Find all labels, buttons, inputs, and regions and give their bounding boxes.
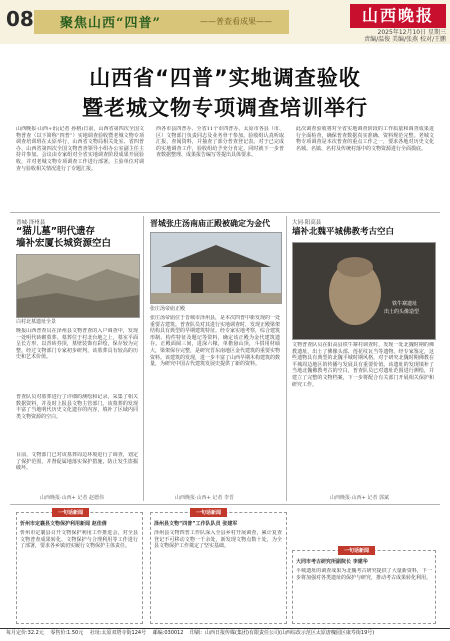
center-story-text: 张庄汤帝庙位于晋城市泽州县，是本次四普中新发现的一处重要古建筑。普查队员对其进行实地调查时，发现正殿梁架结构具有典型的早期建筑特征。经专家实地考察，综合建筑形制、构件特征及题记等资料，确定该正殿为金代建筑遗存。正殿面阔三间，进深六椽，单檐悬山顶，斗拱用材硕大，梁架保存完整，是研究晋东南地区金代建筑的重要实物资料。该建筑的发现，进一步丰富了山西早期木构建筑的数量，为研究中国古代建筑发展史提供了新的资料。 [150, 315, 280, 368]
footer-retail-price: 零售价:1.50元 [50, 630, 84, 636]
page-footer [0, 628, 450, 641]
section-divider [10, 504, 440, 505]
right-story-byline: 山西晚报·山西+ 记者 郭斌 [330, 495, 389, 501]
news-brief-tab-2: 一句话新闻 [190, 508, 227, 517]
column-rule [143, 216, 144, 501]
left-story-headline-2: 墙补宏厦长城资源空白 [16, 238, 112, 249]
issue-date: 2025年12月10日 星期三 [377, 29, 446, 36]
footer-printer: 印刷：山西日报传媒(集团)有限责任公司(山西综改示范区太原唐槐园区康寿街19号) [190, 630, 375, 636]
news-brief-text-1: 忻州市定襄县召开文物保护利用工作推进会，对全县文物普查成果转化、文物保护与合理利用等工作进行了部署，要求各乡镇切实履行文物保护主体责任。 [20, 530, 138, 550]
footer-postcode: 邮编:030012 [152, 630, 184, 636]
right-story-headline: 墙补北魏平城佛教考古空白 [292, 227, 395, 237]
page-number: 08 [6, 7, 34, 31]
right-photo-caption-1: 铁牛寨遗址 [392, 301, 418, 307]
buddha-head-photo [292, 242, 436, 340]
main-article-column-1: 山西晚报·山西+讯(记者 孙榕)日前，山西省第四次全国文物普查（以下简称“四普”）实地调查验收暨老城文物专项调查培训班在太原举行，山西省文物局相关处室、省四普办、山西省第四次全国文物普查领导小组办公室副主任主持并参加。会议由专家组对全省实地调查阶段成果开展验收，并对老城文物专项调查工作进行部署。主验单位对调查与验收相关情况进行了专题汇报。 [16, 126, 144, 172]
left-photo-caption: 白村北墓遗址全景 [16, 319, 57, 325]
left-story-text-2: 普查队员对墓葬进行了详细的测绘和记录，采集了相关数据资料，并及时上报县文物主管部门。该墓葬的发现丰富了当地明代历史文化遗存的内容，填补了区域内同类文物资源的空白。 [16, 394, 138, 420]
news-brief-text-3: 平城遗址的调查成果为北魏考古研究提供了大量新资料，下一步将加强对各类遗址的保护与研究，推动考古成果转化利用。 [296, 568, 432, 581]
issue-editors: 责编/温俊 美编/张燕 校对/王鹏 [364, 36, 446, 43]
left-story-byline: 山西晚报·山西+ 记者 赵德伟 [40, 495, 104, 501]
right-story-kicker: 大同·阳高县 [292, 220, 322, 226]
main-article-column-3: 此次调查验收将对全省实地调查阶段的工作质量和调查成果进行全面检查，确保普查数据真实准确、资料规范完整。老城文物专项调查是本次普查的重点工作之一，要求各地对历史文化名城、名镇、名村及传统村落中的文物资源进行全面摸底。 [296, 126, 434, 152]
section-banner-subtitle: ——普查看成果—— [200, 17, 272, 26]
news-brief-title-3: 大同市考古研究所副院长 李建华 [296, 559, 368, 565]
news-brief-tab-1: 一句话新闻 [52, 508, 89, 517]
footer-address: 社址:太原双塔寺街124号 [89, 630, 147, 636]
right-photo-caption-2: 出土的头像造型 [384, 309, 420, 315]
column-rule [286, 216, 287, 501]
center-story-byline: 山西晚报·山西+ 记者 李晋 [175, 495, 234, 501]
issue-meta [340, 29, 446, 43]
center-story-headline: 晋城张庄汤南庙正殿被确定为金代 [150, 219, 270, 228]
main-article-column-2: 西各市县四普办、全省11个市四普办、太原市各县（市、区）文物部门负责同志及业务骨干参加。验收组认真听取汇报，查阅资料，并抽查了部分普查登记表。对于已完成的实地调查工作，验收组给予充分肯定。同时就下一步普查数据整理、成果报告编写等提出具体要求。 [156, 126, 284, 159]
tomb-site-photo [16, 254, 140, 318]
section-divider [10, 212, 440, 213]
buddha-head-image [293, 243, 435, 339]
left-story-text-3: 目前，文物部门已对该墓葬周边环境进行了调查，划定了保护范围，并督促属地落实保护措施，防止发生盗掘破坏。 [16, 452, 138, 472]
left-story-headline-1: “猫儿墓”明代遗存 [16, 226, 95, 237]
main-headline-line-2: 暨老城文物专项调查培训举行 [82, 96, 368, 120]
tomb-site-image [17, 255, 139, 317]
footer-monthly-price: 每月定价:32.2元 [6, 630, 44, 636]
news-brief-tab-3: 一句话新闻 [338, 546, 375, 555]
news-brief-title-1: 忻州市定襄县文物保护利用新闻 赵佳倩 [20, 521, 107, 527]
main-headline-line-1: 山西省“四普”实地调查验收 [89, 66, 361, 90]
left-story-text-1: 晚报山西普查员在泽州县文物普查的入户调查中，发现一处明代砖砌墓葬。墓葬位于村北台地之上，墓室平面呈长方形，以青砖券顶，墓壁装饰有彩绘，保存较为完整。经过文物部门专家初步研判，该墓葬具有较高的历史和艺术价值。 [16, 328, 138, 361]
temple-hall-photo [150, 232, 282, 304]
left-story-kicker: 晋城·泽州县 [16, 220, 46, 226]
news-brief-text-2: 泽州县文物四普工作队深入全县乡村开展调查，累计复查登记不可移动文物一千余处，新发现文物点数十处，为全县文物保护工作奠定了坚实基础。 [154, 530, 282, 550]
section-banner-title: 聚焦山西“四普” [60, 16, 161, 31]
right-story-text: 文物普查队员在阳高县铁牛寨村调查时，发现一处北魏时期的佛教遗址，出土了佛像头部、莲花纹瓦当等遗物。经专家鉴定，这些遗物具有典型的北魏平城时期风格，对于研究北魏时期佛教在平城周边地区的传播与发展具有重要价值。该遗址的发现填补了当地北魏佛教考古的空白，普查队员已对遗址范围进行测绘，并建立了完整的文物档案，下一步将配合有关部门开展相关保护和研究工作。 [292, 342, 434, 388]
newspaper-logo: 山西晚报 [350, 4, 446, 28]
news-brief-title-2: 泽州县文物“四普”工作队队员 张建军 [154, 521, 238, 527]
center-photo-caption: 张庄汤帝庙正殿 [150, 306, 186, 312]
temple-hall-image [151, 233, 281, 303]
